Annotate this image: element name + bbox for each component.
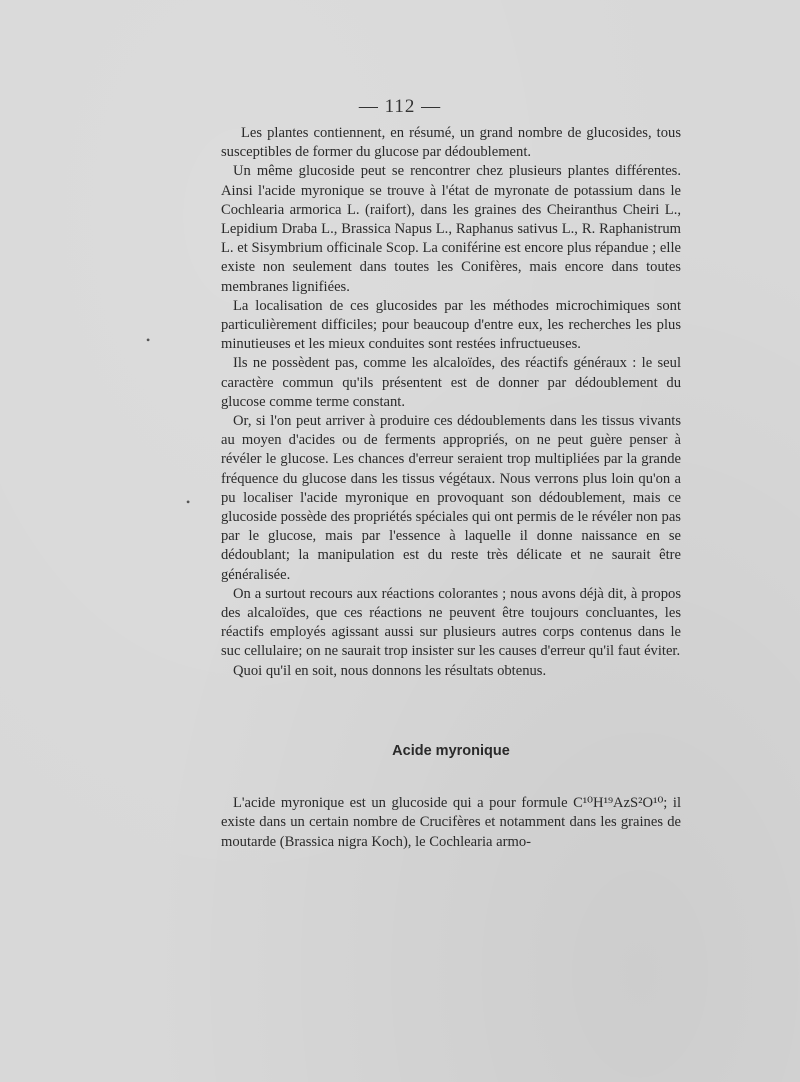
paragraph: Les plantes contiennent, en résumé, un grand nombre de glucosides, tous susceptibles de former du glucose par dédoublement. (221, 125, 681, 161)
section-title: Acide myronique (392, 743, 510, 759)
paragraph: Un même glucoside peut se rencontrer chez plusieurs plantes différentes. Ainsi l'acide myronique se trouve à l'état de myronate de potassium dans le Cochlearia armorica L. (raifort), dans les graines des Cheiranthus Cheiri L., Lepidium Draba L., Brassica Napus L., Raphanus sativus L., R. Raphanistrum L. et Sisymbrium officinale Scop. La coniférine est encore plus répandue ; elle existe non seulement dans toutes les Conifères, mais encore dans toutes membranes lignifiées. (221, 163, 681, 295)
paragraph: Or, si l'on peut arriver à produire ces dédoublements dans les tissus vivants au moyen d'acides ou de ferments appropriés, on ne peut guère penser à révéler le glucose. Les chances d'erreur seraient trop multipliées par la grande fréquence du glucose dans les tissus végétaux. Nous verrons plus loin qu'on a pu localiser l'acide myronique en provoquant son dédoublement, mais ce glucoside possède des propriétés spéciales qui ont permis de le révéler non pas par le glucose, mais par l'essence à laquelle il donne naissance en se dédoublant; la manipulation est du reste très délicate et ne saurait être généralisée. (221, 413, 681, 583)
paragraph: Quoi qu'il en soit, nous donnons les résultats obtenus. (233, 662, 547, 679)
paragraph: L'acide myronique est un glucoside qui a pour formule C¹⁰H¹⁹AzS²O¹⁰; il existe dans un certain nombre de Crucifères et notamment dans les graines de moutarde (Brassica nigra Koch), le Cochlearia armo- (221, 795, 681, 850)
section-paragraph (221, 794, 681, 852)
paragraph: On a surtout recours aux réactions colorantes ; nous avons déjà dit, à propos des alcaloïdes, que ces réactions ne peuvent être toujours concluantes, les réactifs employés agissant aussi sur plusieurs autres corps contenus dans le suc cellulaire; on ne saurait trop insister sur les causes d'erreur qu'il faut éviter. (221, 585, 681, 660)
body-text (221, 124, 681, 681)
print-speck: • (146, 333, 151, 347)
print-speck: • (186, 495, 191, 509)
paragraph: La localisation de ces glucosides par les méthodes microchimiques sont particulièrement difficiles; pour beaucoup d'entre eux, les recherches les plus minutieuses et les mieux conduites sont restées infructueuses. (221, 297, 681, 353)
page-number: — 112 — (358, 96, 442, 117)
paragraph: Ils ne possèdent pas, comme les alcaloïdes, des réactifs généraux : le seul caractère commun qu'ils présentent est de donner par dédoublement du glucose comme terme constant. (221, 355, 681, 410)
